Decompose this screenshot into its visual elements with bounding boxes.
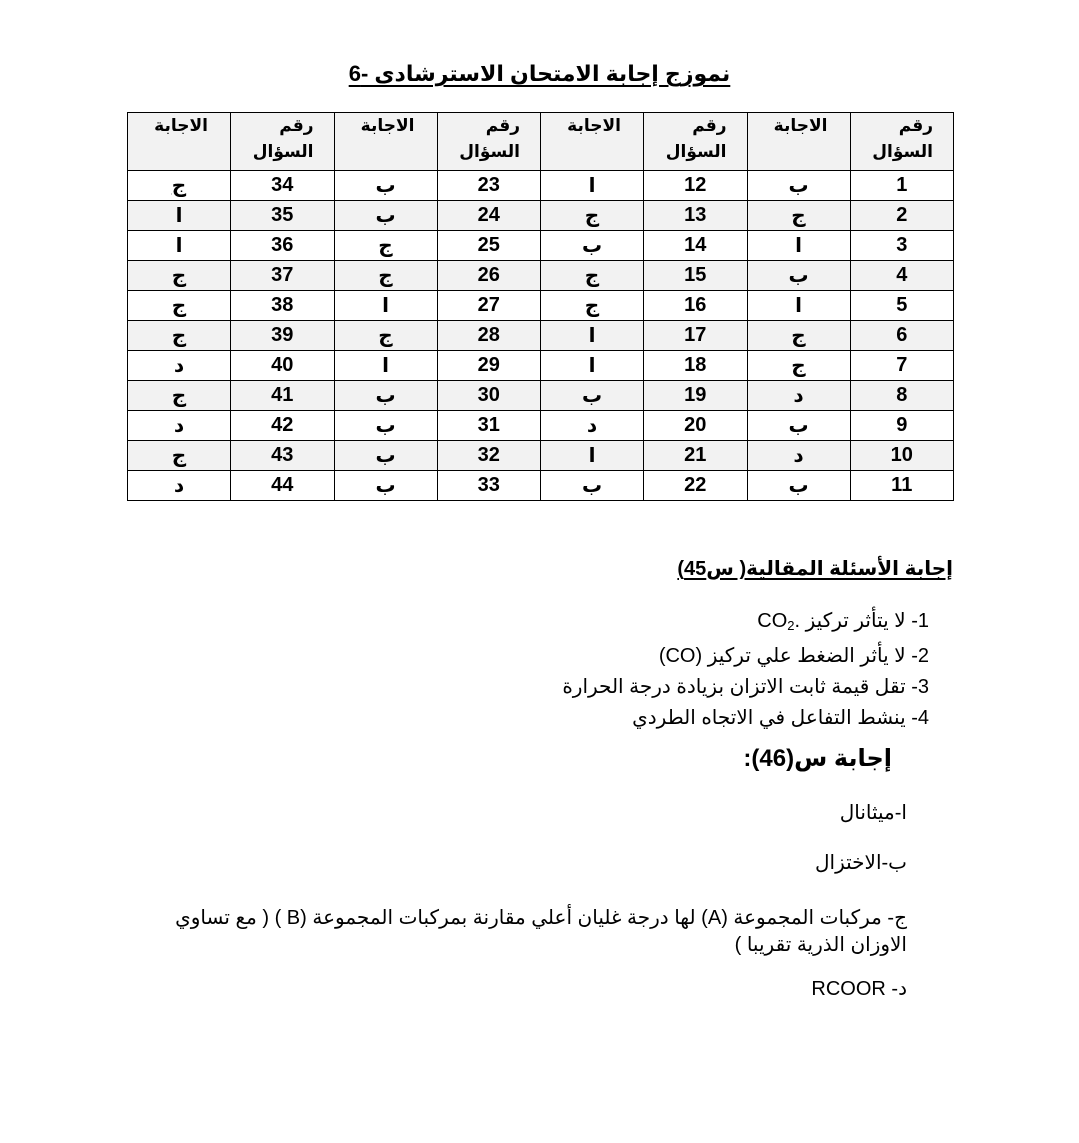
answer-cell: ب <box>541 231 644 261</box>
table-row <box>128 321 954 351</box>
table-row <box>128 411 954 441</box>
question-number-cell: 19 <box>644 381 748 411</box>
question-number-cell: 32 <box>437 441 541 471</box>
answer-cell: د <box>128 411 231 441</box>
answer-cell: ج <box>128 261 231 291</box>
essay-q46-heading: إجابة س(46): <box>743 745 892 772</box>
answer-cell: ج <box>747 351 850 381</box>
item-text: لا يأثر الضغط علي تركيز (CO) <box>658 645 906 667</box>
question-number-cell: 17 <box>644 321 748 351</box>
question-number-cell: 38 <box>231 291 335 321</box>
question-number-cell: 42 <box>231 411 335 441</box>
question-number-cell: 7 <box>850 351 954 381</box>
question-number-cell: 15 <box>644 261 748 291</box>
question-number-cell: 4 <box>850 261 954 291</box>
question-number-cell: 24 <box>437 201 541 231</box>
answer-cell: ج <box>541 291 644 321</box>
table-row <box>128 351 954 381</box>
question-number-cell: 23 <box>437 171 541 201</box>
question-number-cell: 40 <box>231 351 335 381</box>
chemical-formula <box>757 610 800 632</box>
answer-cell: ا <box>541 351 644 381</box>
question-number-cell: 28 <box>437 321 541 351</box>
question-number-cell: 43 <box>231 441 335 471</box>
question-number-cell: 11 <box>850 471 954 501</box>
answer-cell: ج <box>747 321 850 351</box>
question-number-cell: 22 <box>644 471 748 501</box>
question-number-cell: 3 <box>850 231 954 261</box>
table-row <box>128 381 954 411</box>
answer-cell: ا <box>747 291 850 321</box>
question-number-cell: 5 <box>850 291 954 321</box>
question-number-cell: 10 <box>850 441 954 471</box>
header-question-number: رقم السؤال <box>850 113 954 171</box>
answer-cell: ج <box>334 231 437 261</box>
page-title-text: نموزج إجابة الامتحان الاسترشادى -6 <box>348 61 731 86</box>
answer-cell: ا <box>334 351 437 381</box>
question-number-cell: 1 <box>850 171 954 201</box>
question-number-cell: 31 <box>437 411 541 441</box>
table-row <box>128 441 954 471</box>
answer-cell: ج <box>541 261 644 291</box>
answer-cell: ب <box>334 471 437 501</box>
question-number-cell: 9 <box>850 411 954 441</box>
question-number-cell: 21 <box>644 441 748 471</box>
list-item <box>562 641 929 672</box>
answer-cell: ب <box>334 441 437 471</box>
answer-cell: د <box>747 381 850 411</box>
answer-cell: ب <box>747 411 850 441</box>
question-number-cell: 44 <box>231 471 335 501</box>
answer-cell: ج <box>334 321 437 351</box>
question-number-cell: 36 <box>231 231 335 261</box>
item-number: 2- <box>911 645 929 667</box>
question-number-cell: 41 <box>231 381 335 411</box>
item-text: تقل قيمة ثابت الاتزان بزيادة درجة الحرارة <box>562 676 906 698</box>
item-number: 4- <box>911 707 929 729</box>
question-number-cell: 2 <box>850 201 954 231</box>
answer-cell: ا <box>747 231 850 261</box>
answer-cell: ب <box>747 171 850 201</box>
question-number-cell: 37 <box>231 261 335 291</box>
question-number-cell: 33 <box>437 471 541 501</box>
header-answer: الاجابة <box>541 113 644 171</box>
header-question-number: رقم السؤال <box>644 113 748 171</box>
question-number-cell: 16 <box>644 291 748 321</box>
header-answer: الاجابة <box>747 113 850 171</box>
table-header-row <box>128 113 954 171</box>
answer-cell: ا <box>541 321 644 351</box>
question-number-cell: 30 <box>437 381 541 411</box>
list-item <box>562 606 929 641</box>
answer-cell: ج <box>541 201 644 231</box>
answer-cell: د <box>747 441 850 471</box>
header-question-number: رقم السؤال <box>231 113 335 171</box>
question-number-cell: 25 <box>437 231 541 261</box>
question-number-cell: 12 <box>644 171 748 201</box>
question-number-cell: 27 <box>437 291 541 321</box>
essay-q45-list <box>562 606 929 734</box>
question-number-cell: 26 <box>437 261 541 291</box>
page-title <box>0 61 1079 87</box>
question-number-cell: 8 <box>850 381 954 411</box>
table-row <box>128 291 954 321</box>
answer-cell: ب <box>334 171 437 201</box>
answer-cell: ا <box>128 231 231 261</box>
q46-answer-c: ج- مركبات المجموعة (A) لها درجة غليان أعلي مقارنة بمركبات المجموعة (B ) ( مع تساوي الاوزان الذرية تقريبا ) <box>175 907 907 956</box>
formula-subscript: 2 <box>787 618 795 633</box>
question-number-cell: 18 <box>644 351 748 381</box>
q46-answer-d: د- RCOOR <box>811 978 907 1000</box>
list-item <box>562 672 929 703</box>
formula-base: CO <box>757 610 788 632</box>
answer-cell: ب <box>334 381 437 411</box>
question-number-cell: 29 <box>437 351 541 381</box>
answer-cell: ب <box>541 381 644 411</box>
question-number-cell: 39 <box>231 321 335 351</box>
table-row <box>128 471 954 501</box>
answer-cell: ج <box>747 201 850 231</box>
question-number-cell: 13 <box>644 201 748 231</box>
table-row <box>128 231 954 261</box>
answer-cell: ج <box>128 291 231 321</box>
item-text: لا يتأثر تركيز <box>805 610 906 632</box>
answer-cell: ا <box>128 201 231 231</box>
header-question-number: رقم السؤال <box>437 113 541 171</box>
answer-cell: ج <box>128 381 231 411</box>
question-number-cell: 14 <box>644 231 748 261</box>
answer-cell: ج <box>128 321 231 351</box>
answer-cell: ج <box>334 261 437 291</box>
list-item <box>562 703 929 734</box>
answer-cell: ا <box>334 291 437 321</box>
header-answer: الاجابة <box>334 113 437 171</box>
answer-cell: ب <box>334 201 437 231</box>
item-number: 3- <box>911 676 929 698</box>
table-row <box>128 261 954 291</box>
q46-answer-b: ب-الاختزال <box>815 852 907 874</box>
answer-cell: ب <box>334 411 437 441</box>
essay-q45-heading: إجابة الأسئلة المقالية( س45) <box>677 558 953 580</box>
answer-cell: ب <box>747 261 850 291</box>
answer-cell: ا <box>541 171 644 201</box>
table-row <box>128 171 954 201</box>
question-number-cell: 35 <box>231 201 335 231</box>
answer-cell: ج <box>128 441 231 471</box>
answer-cell: ا <box>541 441 644 471</box>
answer-cell: ب <box>747 471 850 501</box>
answer-key-table <box>127 112 954 501</box>
header-answer: الاجابة <box>128 113 231 171</box>
answer-cell: ب <box>541 471 644 501</box>
question-number-cell: 20 <box>644 411 748 441</box>
question-number-cell: 6 <box>850 321 954 351</box>
question-number-cell: 34 <box>231 171 335 201</box>
formula-suffix: . <box>794 610 801 632</box>
answer-cell: د <box>128 471 231 501</box>
answer-cell: د <box>541 411 644 441</box>
item-text: ينشط التفاعل في الاتجاه الطردي <box>632 707 906 729</box>
q46-answer-a: ا-ميثانال <box>839 802 907 824</box>
answer-cell: د <box>128 351 231 381</box>
item-number: 1- <box>911 610 929 632</box>
answer-cell: ج <box>128 171 231 201</box>
table-row <box>128 201 954 231</box>
